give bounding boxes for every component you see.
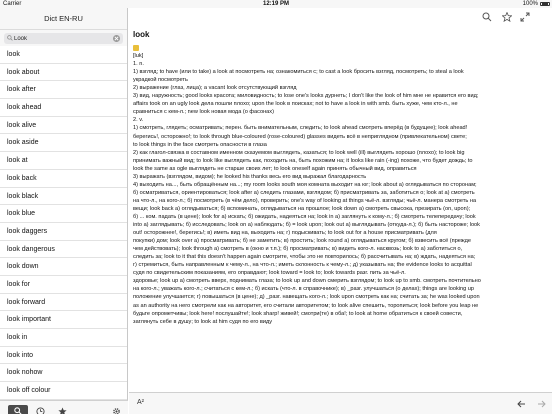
entry-line: б) осматриваться, ориентироваться; look after а) следить глазами, взглядом; б) присматривать за, заботиться о; look at а) смотреть bbox=[133, 189, 475, 196]
clear-search-icon[interactable] bbox=[113, 35, 120, 42]
favorite-star-icon[interactable] bbox=[502, 12, 512, 22]
word-list-item[interactable]: look for bbox=[0, 276, 127, 294]
search-icon[interactable] bbox=[482, 12, 492, 22]
entry-line: чем действовать); look through а) смотреть в (окно и т.п.); б) просматривать; в) видеть кого-л. насквозь; look to а) заботиться о, bbox=[133, 246, 463, 253]
word-list-item[interactable]: look daggers bbox=[0, 223, 127, 241]
entry-line: здоровье; look up а) смотреть вверх, поднимать глаза; to look up and down смерить взглядом; to look up to smb. смотреть почтительно bbox=[133, 278, 481, 285]
entry-line: 4) выходить на..., быть обращённым на...; my room looks south моя комната выходит на юг; look about а) оглядываться по сторонам; bbox=[133, 181, 477, 188]
sidebar-title: Dict EN-RU bbox=[0, 8, 127, 30]
entry-body bbox=[133, 44, 549, 394]
search-icon bbox=[7, 35, 13, 41]
entry-line: б) ... ком. падать (в цене); look for а) искать; б) ожидать, надеяться на; look in а) заглянуть к кому-л.; б) смотреть телепередачу; look bbox=[133, 213, 476, 220]
tab-favorites[interactable] bbox=[52, 405, 72, 414]
entry-line: as an authority на него смотрели как на авторитет, его считали авторитетом; to look alive спешить, торопиться; look before you leap не bbox=[133, 302, 479, 309]
word-list-item[interactable]: look forward bbox=[0, 294, 127, 312]
entry-line: 1) взгляд; to have (или to take) a look at посмотреть на; ознакомиться с; to cast a look бросить взгляд, посмотреть; to steal a look bbox=[133, 69, 464, 76]
entry-line: affairs took on an ugly look дела пошли плохо; upon the look в поисках; not to have a look in with smb. быть хуже, чем кто-л., не bbox=[133, 101, 458, 108]
battery-percent: 100% bbox=[522, 1, 538, 7]
entry-line: г) стремиться, быть направленным к чему-л., на что-л.; иметь склонность к чему-л.; д) указывать на; the evidence looks to acquittal bbox=[133, 262, 472, 269]
clock-icon bbox=[36, 407, 45, 414]
gear-icon bbox=[112, 407, 121, 414]
entry-headword: look bbox=[133, 30, 150, 39]
search-input[interactable] bbox=[14, 33, 114, 44]
word-list-item[interactable]: look at bbox=[0, 152, 127, 170]
word-list-item[interactable]: look back bbox=[0, 170, 127, 188]
word-list-item[interactable]: look in bbox=[0, 329, 127, 347]
entry-line: to look things in the face смотреть опасности в глаза bbox=[133, 141, 267, 148]
entry-line: судя по свидетельским показаниям, его оправдают; look toward = look to; look towards разг. пить за чьё-л. bbox=[133, 270, 406, 277]
entry-line: сравниться с кем-л.; new look новая мода (о фасонах) bbox=[133, 109, 274, 116]
word-list-item[interactable]: look down bbox=[0, 258, 127, 276]
speaker-icon[interactable] bbox=[133, 45, 139, 51]
entry-line: 2) выражение (глаз, лица); a vacant look отсутствующий взгляд bbox=[133, 85, 297, 92]
entry-line: 1) смотреть, глядеть; осматривать; перен. быть внимательным, следить; to look ahead смотреть вперёд (в будущее); look ahead! bbox=[133, 125, 468, 132]
entry-line: 3) выражать (взглядом, видом); he looked his thanks весь его вид выражал благодарность bbox=[133, 173, 367, 180]
entry-line: [luk] bbox=[133, 53, 144, 60]
word-list bbox=[0, 46, 127, 400]
clock: 12:19 PM bbox=[262, 1, 289, 7]
star-icon bbox=[58, 407, 67, 414]
entry-line: 2. v. bbox=[133, 117, 144, 124]
arrow-left-icon[interactable] bbox=[517, 400, 526, 408]
entry-line: заглянуть себе в душу; to look at him судя по его виду bbox=[133, 318, 273, 325]
word-list-item[interactable]: look into bbox=[0, 347, 127, 365]
entry-line: положение улучшается; г) повышаться (в цене); д) _разг. навещать кого-л.; look upon смотреть как на; считать за; he was looked upon bbox=[133, 294, 480, 301]
entry-line: на кого-л.; уважать кого-л.; считаться с кем-л.; б) искать (что-л. в справочнике); в) _разг. улучшаться (о делах); things are looking up bbox=[133, 286, 475, 293]
fullscreen-icon[interactable] bbox=[520, 12, 530, 22]
entry-pane bbox=[129, 8, 552, 414]
entry-line: look the same as ogle выглядеть не старше своих лет; to look oneself again принять обычный вид, оправиться bbox=[133, 165, 417, 172]
tab-history[interactable] bbox=[30, 405, 50, 414]
arrow-right-icon[interactable] bbox=[537, 400, 546, 408]
entry-line: 1. n. bbox=[133, 61, 144, 68]
status-bar bbox=[0, 0, 552, 8]
entry-line: into а) заглядывать; б) исследовать; look on а) наблюдать; б) = look upon; look out а) выглядывать (откуда-л.); б) быть настороже; look bbox=[133, 222, 480, 229]
search-tab-icon bbox=[14, 407, 22, 414]
entry-line: на что-л., на кого-л.; б) посмотреть (в чём дело), проверить; one's way of looking at things чьё-л. взгляды; чьё-л. манера смотреть на bbox=[133, 197, 477, 204]
entry-line: будьте опрометчивы; look here! послушайте!; look sharp! живей!; смотри(те) в оба!; to look at home обратиться к своей совести, bbox=[133, 310, 463, 317]
entry-bottom-bar bbox=[129, 392, 552, 414]
settings-button[interactable] bbox=[106, 405, 126, 414]
entry-line: украдкой посмотреть bbox=[133, 77, 188, 84]
tab-search[interactable] bbox=[8, 405, 28, 414]
entry-line: покупки) дом; look over а) просматривать; б) не заметить; в) простить; look round а) оглядываться кругом; б) взвесить всё (прежде bbox=[133, 238, 471, 245]
word-list-item[interactable]: look bbox=[0, 46, 127, 64]
entry-line: 3) вид, наружность; good looks красота; миловидность; to lose one's looks дурнеть; I don't like the look of him мне не нравится его вид; bbox=[133, 93, 479, 100]
word-list-item[interactable]: look black bbox=[0, 188, 127, 206]
word-list-item[interactable]: look blue bbox=[0, 205, 127, 223]
word-list-item[interactable]: look off colour bbox=[0, 382, 127, 400]
word-list-item[interactable]: look aside bbox=[0, 134, 127, 152]
font-size-button[interactable]: A² bbox=[137, 399, 144, 406]
word-list-item[interactable]: look nohow bbox=[0, 364, 127, 382]
entry-toolbar bbox=[129, 8, 552, 26]
entry-line: out! осторожнее!, берегись!; в) иметь вид на, выходить на; г) подыскивать; to look out for a house присматривать (для bbox=[133, 230, 437, 237]
entry-line: 2) как глагол-связка в составном именном сказуемом выглядеть, казаться; to look well (ill) выглядеть хорошо (плохо); to look big bbox=[133, 149, 465, 156]
sidebar bbox=[0, 8, 128, 414]
sidebar-tab-bar bbox=[0, 400, 128, 414]
carrier-label: Carrier bbox=[3, 1, 22, 7]
word-list-item[interactable]: look ahead bbox=[0, 99, 127, 117]
entry-line: принимать важный вид; to look like выглядеть как, походить на, быть похожим на; it looks like rain (-ing) похоже, что будет дождь; to bbox=[133, 157, 473, 164]
entry-line: следить за; look to it that this doesn't happen again смотрите, чтобы это не повторилось; б) рассчитывать на; в) ждать, надеяться на; bbox=[133, 254, 476, 261]
word-list-item[interactable]: look after bbox=[0, 81, 127, 99]
word-list-item[interactable]: look alive bbox=[0, 117, 127, 135]
word-list-item[interactable]: look dangerous bbox=[0, 241, 127, 259]
word-list-item[interactable]: look about bbox=[0, 64, 127, 82]
battery-icon bbox=[540, 2, 550, 6]
word-list-item[interactable]: look important bbox=[0, 311, 127, 329]
search-box[interactable] bbox=[4, 33, 123, 44]
entry-line: берегись!, осторожно!; to look through blue-coloured (rose-coloured) glasses видеть всё в неприглядном (привлекательном) свете; bbox=[133, 133, 467, 140]
search-bar bbox=[0, 30, 127, 46]
entry-line: вещи; look back а) оглядываться; б) вспоминать, оглядываться на прошлое; look down а) смотреть свысока, презирать (on, upon); bbox=[133, 205, 471, 212]
